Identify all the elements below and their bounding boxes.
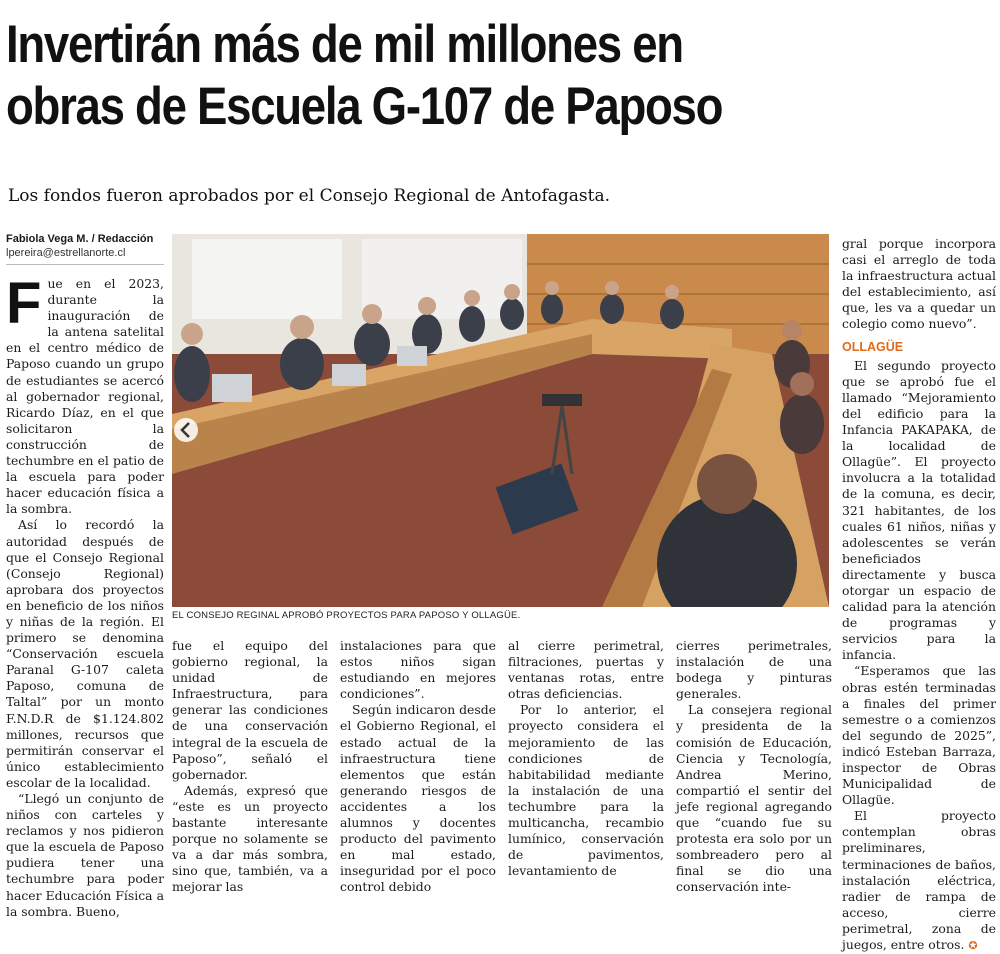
author-name: Fabiola Vega M. / Redacción <box>6 233 154 245</box>
paragraph: gral porque incorpora casi el arreglo de toda la infraestructura actual del establecimiento, así que, les va a quedar un colegio como nuevo”. <box>842 236 996 332</box>
paragraph: Además, expresó que “este es un proyecto bastante interesante porque no solamente se va a dar más sombra, sino que, también, va a mejorar las <box>172 782 328 895</box>
paragraph: Así lo recordó la autoridad después de que el Consejo Regional (Consejo Regional) aprobara dos proyectos en beneficio de los niños y niñas de la región. El primero se denomina “Conservación escuela Paranal G-107 caleta Paposo, comuna de Taltal” por un monto F.N.D.R de $1.124.802 millones, recursos que permitirán conservar el único establecimiento escolar de la localidad. <box>6 517 164 790</box>
drop-cap: F <box>6 271 42 336</box>
paragraph: Según indicaron desde el Gobierno Regional, el estado actual de la infraestructura tiene elementos que están generando riesgos de accidentes a los alumnos y docentes producto del pavimento en mal estado, inseguridad por el poco control debido <box>340 702 497 895</box>
headline-line-2: obras de Escuela G-107 de Paposo <box>6 77 723 136</box>
author-email: lpereira@estrellanorte.cl <box>6 247 126 259</box>
paragraph: al cierre perimetral, filtraciones, puertas y ventanas rotas, entre otras deficiencias. <box>508 638 664 702</box>
council-meeting-photo <box>172 234 829 607</box>
paragraph <box>6 271 164 517</box>
paragraph: Por lo anterior, el proyecto considera el mejoramiento de las condiciones de habitabilidad mediante la instalación de una techumbre para la multicancha, recambio lumínico, conservación de pavimentos, levantamiento de <box>508 702 664 879</box>
text-column-3 <box>340 638 496 896</box>
paragraph: La consejera regional y presidenta de la comisión de Educación, Ciencia y Tecnología, Andrea Merino, compartió el sentir del jefe regional agregando que “cuando fue su protesta era solo por un sombreadero pero al final se dio una conservación inte- <box>676 702 832 895</box>
text-column-6 <box>842 236 996 954</box>
article-photo <box>172 234 829 607</box>
article-subhead: Los fondos fueron aprobados por el Consejo Regional de Antofagasta. <box>8 186 610 206</box>
text-column-5 <box>676 638 832 896</box>
paragraph-text: El proyecto contemplan obras preliminares, terminaciones de baños, instalación eléctrica, radier de rampa de acceso, cierre perimetral, zona de juegos, entre otros. <box>842 808 996 953</box>
headline-line-1: Invertirán más de mil millones en <box>6 15 683 74</box>
text-column-1 <box>6 271 164 920</box>
byline <box>6 232 164 265</box>
text-column-4 <box>508 638 664 879</box>
paragraph: instalaciones para que estos niños sigan estudiando en mejores condiciones”. <box>340 638 496 702</box>
paragraph <box>842 808 996 954</box>
paragraph-text: ue en el 2023, durante la inauguración de la antena satelital en el centro médico de Paposo cuando un grupo de estudiantes se acercó al gobernador regional, Ricardo Díaz, en el que solicitaron la construcción de techumbre en el patio de la escuela para poder hacer educación física a la sombra. <box>6 276 164 517</box>
section-heading-ollague: OLLAGÜE <box>842 339 904 354</box>
end-mark-icon: ✪ <box>968 939 978 953</box>
photo-caption: EL CONSEJO REGINAL APROBÓ PROYECTOS PARA PAPOSO Y OLLAGÜE. <box>172 610 521 621</box>
text-column-2 <box>172 638 328 896</box>
paragraph: “Esperamos que las obras estén terminadas a finales del primer semestre o a comienzos del segundo de 2025”, indicó Esteban Barraza, inspector de Obras Municipalidad de Ollagüe. <box>842 663 996 808</box>
paragraph: cierres perimetrales, instalación de una bodega y pinturas generales. <box>676 638 832 702</box>
paragraph: “Llegó un conjunto de niños con carteles y reclamos y nos pidieron que la escuela de Paposo pudiera tener una techumbre para poder hacer Educación Física a la sombra. Bueno, <box>6 791 164 919</box>
paragraph: El segundo proyecto que se aprobó fue el llamado “Mejoramiento del edificio para la Infancia PAKAPAKA, de la localidad de Ollagüe”. El proyecto involucra a la totalidad de la comuna, es decir, 321 habitantes, de los cuales 61 niños, niñas y adolescentes se verán beneficiados directamente y busca otorgar un espacio de calidad para la atención de programas y servicios para la infancia. <box>842 357 996 663</box>
paragraph: fue el equipo del gobierno regional, la unidad de Infraestructura, para generar las condiciones de una conservación integral de la escuela de Paposo”, señaló el gobernador. <box>172 638 328 782</box>
article-headline <box>6 14 857 138</box>
